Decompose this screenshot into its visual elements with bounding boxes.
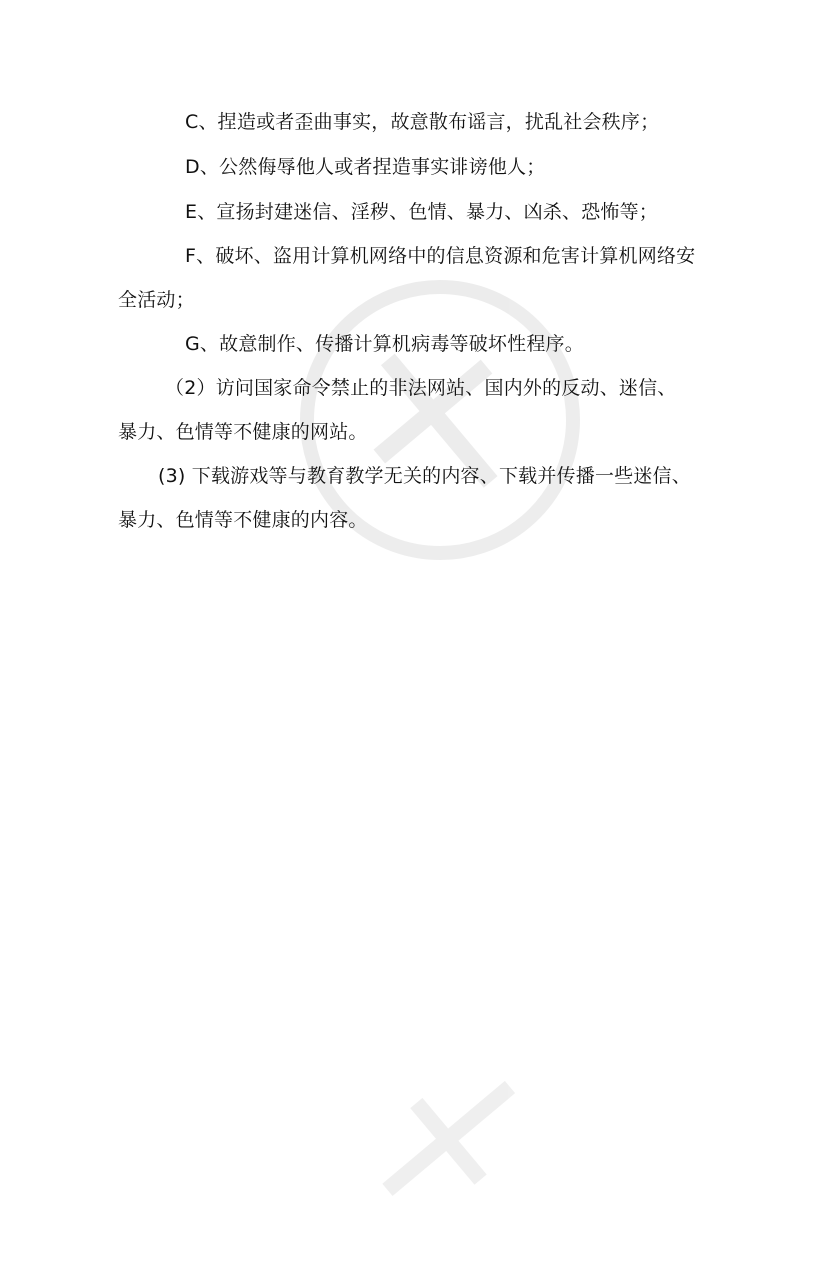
watermark-bottom-icon bbox=[320, 1017, 581, 1263]
paragraph-line-2-cont: 暴力、色情等不健康的网站。 bbox=[118, 421, 368, 443]
paragraph-line-c: C、捏造或者歪曲事实，故意散布谣言，扰乱社会秩序； bbox=[185, 111, 660, 133]
paragraph-line-3-cont: 暴力、色情等不健康的内容。 bbox=[118, 509, 368, 531]
paragraph-line-3: (3) 下载游戏等与教育教学无关的内容、下载并传播一些迷信、 bbox=[158, 465, 691, 487]
paragraph-line-f: F、破坏、盗用计算机网络中的信息资源和危害计算机网络安 bbox=[185, 245, 696, 267]
paragraph-line-d: D、公然侮辱他人或者捏造事实诽谤他人； bbox=[185, 156, 546, 178]
paragraph-line-e: E、宣扬封建迷信、淫秽、色情、暴力、凶杀、恐怖等； bbox=[185, 201, 659, 223]
paragraph-line-f-cont: 全活动； bbox=[118, 289, 195, 311]
paragraph-line-2: （2）访问国家命令禁止的非法网站、国内外的反动、迷信、 bbox=[165, 377, 677, 399]
paragraph-line-g: G、故意制作、传播计算机病毒等破坏性程序。 bbox=[185, 333, 584, 355]
